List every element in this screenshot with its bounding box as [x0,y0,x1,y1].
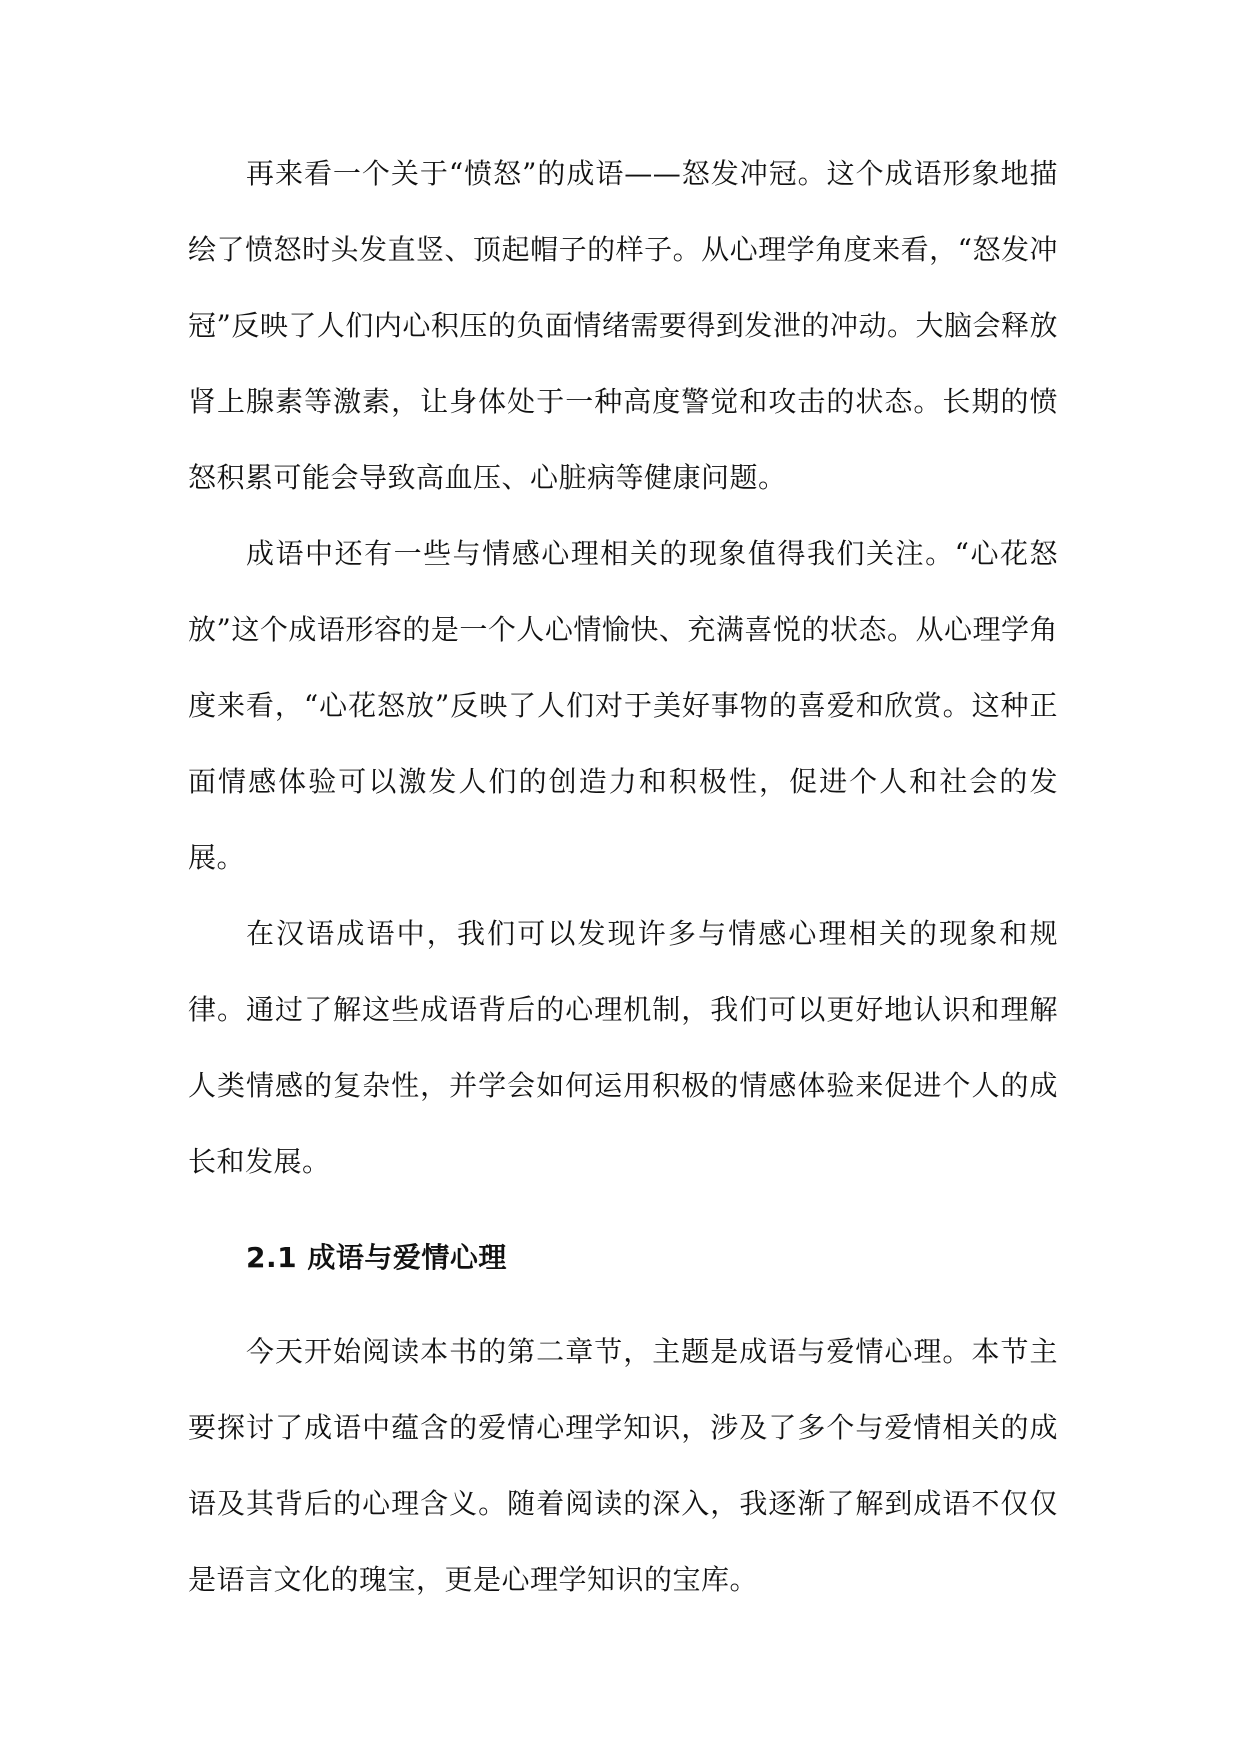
paragraph-anger-idiom: 再来看一个关于“愤怒”的成语——怒发冲冠。这个成语形象地描绘了愤怒时头发直竖、顶起帽子的样子。从心理学角度来看，“怒发冲冠”反映了人们内心积压的负面情绪需要得到发泄的冲动。大脑会释放肾上腺素等激素，让身体处于一种高度警觉和攻击的状态。长期的愤怒积累可能会导致高血压、心脏病等健康问题。 [188,157,1058,494]
paragraph-joy-idiom: 成语中还有一些与情感心理相关的现象值得我们关注。“心花怒放”这个成语形容的是一个人心情愉快、充满喜悦的状态。从心理学角度来看，“心花怒放”反映了人们对于美好事物的喜爱和欣赏。这种正面情感体验可以激发人们的创造力和积极性，促进个人和社会的发展。 [188,537,1058,874]
paragraph-section-intro: 今天开始阅读本书的第二章节，主题是成语与爱情心理。本节主要探讨了成语中蕴含的爱情心理学知识，涉及了多个与爱情相关的成语及其背后的心理含义。随着阅读的深入，我逐渐了解到成语不仅仅是语言文化的瑰宝，更是心理学知识的宝库。 [188,1335,1058,1596]
section-heading: 2.1 成语与爱情心理 [246,1241,507,1274]
paragraph-emotion-summary: 在汉语成语中，我们可以发现许多与情感心理相关的现象和规律。通过了解这些成语背后的心理机制，我们可以更好地认识和理解人类情感的复杂性，并学会如何运用积极的情感体验来促进个人的成长和发展。 [188,917,1058,1178]
